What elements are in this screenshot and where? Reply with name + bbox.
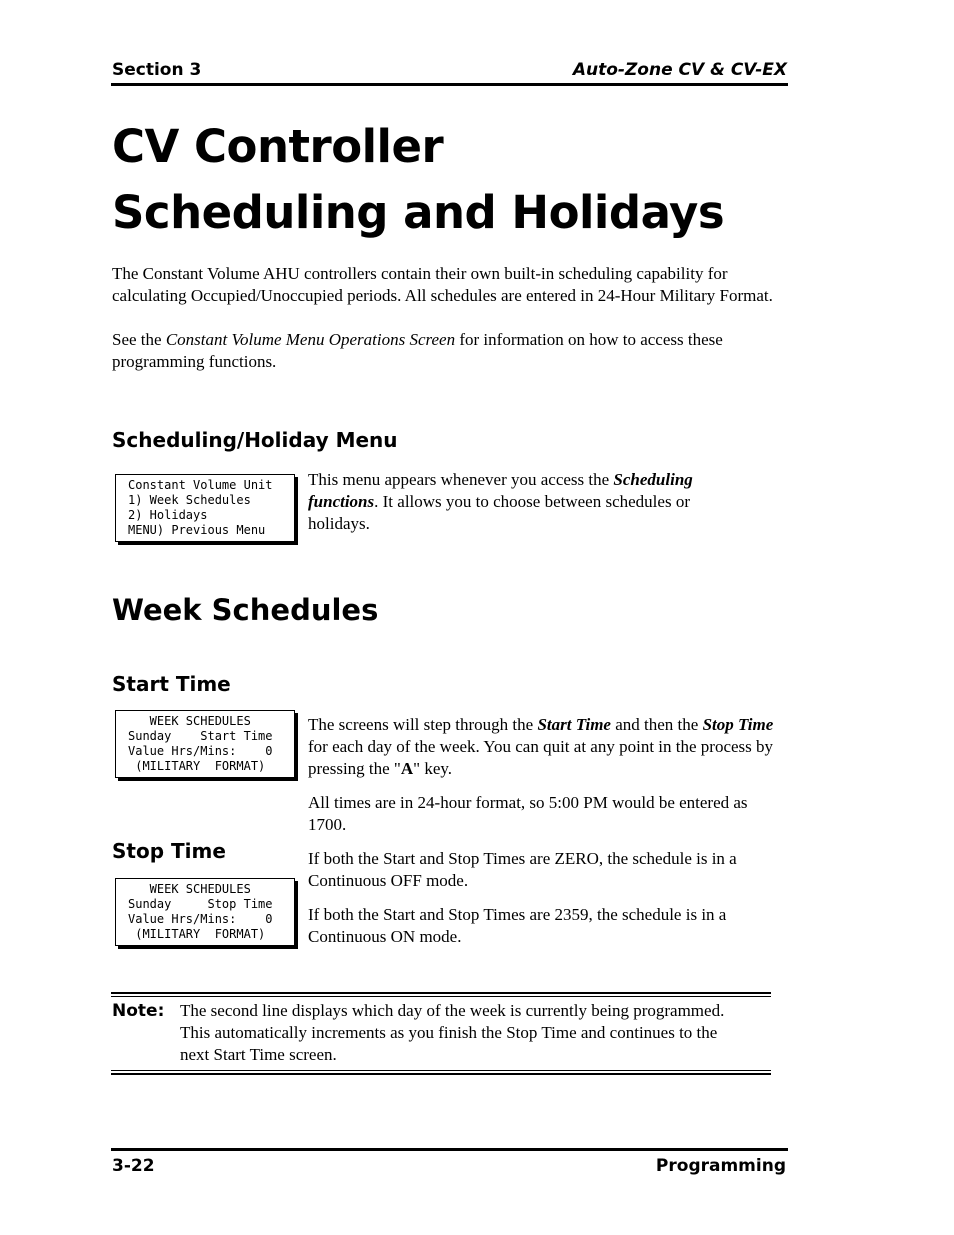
desc-suffix: . It allows you to choose between schedules or holidays. bbox=[308, 492, 690, 533]
stop-time-lcd-screen bbox=[115, 878, 295, 946]
lcd-line: 1) Week Schedules bbox=[128, 493, 251, 507]
key-label: A bbox=[400, 759, 414, 778]
header-section-label: Section 3 bbox=[112, 60, 202, 80]
note-bottom-rule-thick bbox=[111, 1073, 771, 1075]
week-schedules-paragraph-off: If both the Start and Stop Times are ZERO, the schedule is in a Continuous OFF mode. bbox=[308, 849, 737, 890]
emphasis-stop-time: Stop Time bbox=[702, 715, 774, 734]
intro-ref-suffix: for information on how to access these programming functions. bbox=[112, 330, 723, 371]
note-bottom-rule-thin bbox=[111, 1070, 771, 1071]
lcd-line: Value Hrs/Mins: 0 bbox=[128, 912, 273, 926]
week-schedules-text bbox=[308, 714, 786, 948]
week-schedules-heading: Week Schedules bbox=[112, 593, 379, 627]
page-title-line-1: CV Controller bbox=[112, 120, 444, 173]
desc-prefix: This menu appears whenever you access the bbox=[308, 470, 614, 489]
note-text: The second line displays which day of the week is currently being programmed. This automatically increments as you finish the Stop Time and continues to the next Start Time screen. bbox=[180, 1001, 725, 1064]
week-schedules-paragraph-on: If both the Start and Stop Times are 2359, the schedule is in a Continuous ON mode. bbox=[308, 905, 727, 946]
intro-ref-prefix: See the bbox=[112, 330, 166, 349]
lcd-line: Sunday Start Time bbox=[128, 729, 273, 743]
scheduling-menu-lcd-screen bbox=[115, 474, 295, 542]
week-schedules-paragraph-format: All times are in 24-hour format, so 5:00 PM would be entered as 1700. bbox=[308, 793, 748, 834]
lcd-line: (MILITARY FORMAT) bbox=[128, 759, 266, 773]
note-label: Note: bbox=[112, 1001, 165, 1021]
intro-section bbox=[112, 263, 777, 373]
intro-paragraph: The Constant Volume AHU controllers contain their own built-in scheduling capability for calculating Occupied/Unoccupied periods. All schedules are entered in 24-Hour Military Format. bbox=[112, 264, 773, 305]
scheduling-menu-heading: Scheduling/Holiday Menu bbox=[112, 428, 398, 452]
scheduling-menu-description bbox=[308, 469, 748, 535]
text-run: and then the bbox=[610, 715, 703, 734]
note-top-rule-thick bbox=[111, 992, 771, 994]
note-top-rule-thin bbox=[111, 996, 771, 997]
page-title-line-2: Scheduling and Holidays bbox=[112, 186, 725, 239]
lcd-line: WEEK SCHEDULES bbox=[128, 882, 251, 896]
lcd-line: WEEK SCHEDULES bbox=[128, 714, 251, 728]
desc-emphasis: Scheduling functions bbox=[308, 470, 693, 511]
emphasis-start-time: Start Time bbox=[537, 715, 611, 734]
week-schedules-paragraph-steps bbox=[308, 714, 786, 780]
header-rule bbox=[111, 83, 788, 86]
text-run: The screens will step through the bbox=[308, 715, 538, 734]
lcd-line: Sunday Stop Time bbox=[128, 897, 273, 911]
start-time-lcd-screen bbox=[115, 710, 295, 778]
intro-reference-paragraph bbox=[112, 329, 777, 373]
footer-rule bbox=[111, 1148, 788, 1151]
footer-chapter: Programming bbox=[655, 1156, 786, 1176]
text-run: " key. bbox=[413, 759, 453, 778]
footer-page-number: 3-22 bbox=[112, 1156, 155, 1176]
stop-time-heading: Stop Time bbox=[112, 839, 226, 863]
start-time-heading: Start Time bbox=[112, 672, 231, 696]
lcd-line: (MILITARY FORMAT) bbox=[128, 927, 266, 941]
lcd-line: Value Hrs/Mins: 0 bbox=[128, 744, 273, 758]
lcd-line: Constant Volume Unit bbox=[128, 478, 273, 492]
intro-ref-title: Constant Volume Menu Operations Screen bbox=[165, 330, 456, 349]
lcd-line: 2) Holidays bbox=[128, 508, 208, 522]
text-run: for each day of the week. You can quit at any point in the process by pressing the " bbox=[308, 737, 774, 778]
header-product-name: Auto-Zone CV & CV-EX bbox=[572, 60, 787, 80]
lcd-line: MENU) Previous Menu bbox=[128, 523, 266, 537]
